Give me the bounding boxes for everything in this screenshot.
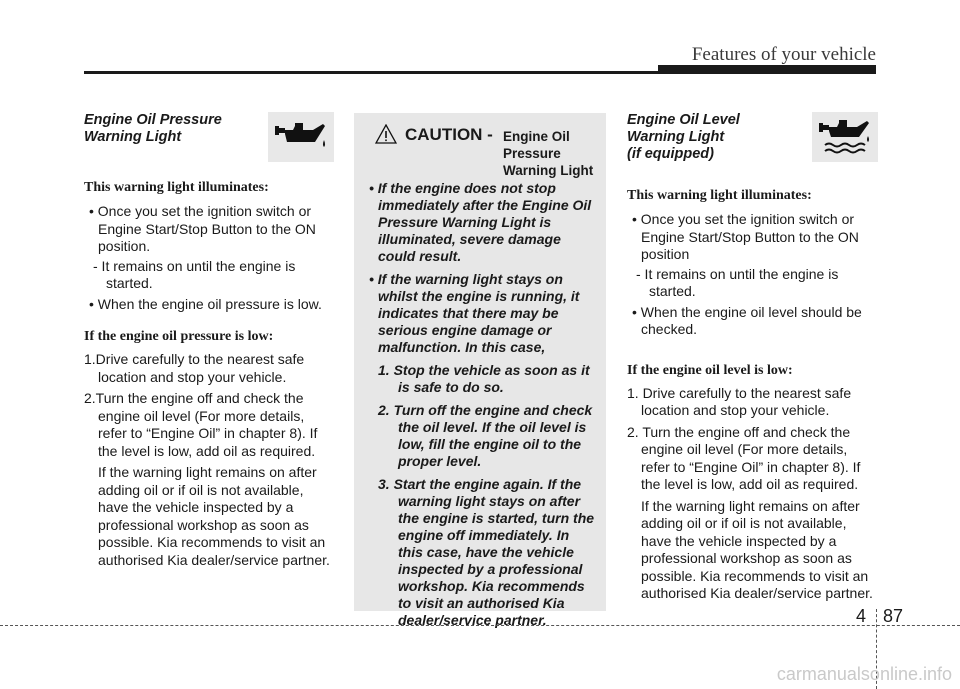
bullet-item: • When the engine oil pressure is low. [89,295,322,312]
step-note: If the warning light remains on after adding oil or if oil is not available, have the vehicle inspected by a professional workshop as soon as possible. Kia recommends to visit an authorised Kia dealer/service partner. [98,464,330,568]
caution-item: • If the engine does not stop immediately after the Engine Oil Pressure Warning Light is illuminated, severe damage could result. [369,180,592,264]
bullet-item: • Once you set the ignition switch or Engine Start/Stop Button to the ON position [632,211,859,262]
step-item: 2.Turn the engine off and check the engine oil level (For more details, refer to “Engine Oil” in chapter 8). If the level is low, add oil as required. [84,390,318,459]
sub-item: - It remains on until the engine is started. [93,257,296,291]
oil-level-section [627,112,879,607]
step-item: 1. Drive carefully to the nearest safe location and stop your vehicle. [627,384,852,418]
caution-header [368,122,596,180]
caution-subject-line: Warning Light [503,163,594,178]
page-header-title: Features of your vehicle [691,44,876,65]
title-line: Warning Light [84,129,182,145]
oil-pressure-section [84,112,334,573]
caution-box [354,113,606,628]
oil-can-icon [268,112,334,162]
title-line: Warning Light [627,129,725,145]
lead-text: This warning light illuminates: [84,180,269,195]
watermark: carmanualsonline.info [776,664,952,684]
caution-step: 1. Stop the vehicle as soon as it is safe to do so. [378,362,590,395]
title-line: Engine Oil Pressure [84,112,222,128]
title-line: Engine Oil Level [627,112,740,128]
oil-level-icon [812,112,878,162]
caution-step: 2. Turn off the engine and check the oil level. If the oil level is low, fill the engine oil to the proper level. [378,402,593,469]
bullet-item: • Once you set the ignition switch or Engine Start/Stop Button to the ON position. [89,203,316,254]
condition-heading: If the engine oil pressure is low: [84,329,274,344]
caution-item: • If the warning light stays on whilst the engine is running, it indicates that there may be serious engine damage or malfunction. In this case, [369,271,580,355]
caution-subject [503,128,593,179]
footer-rule [0,625,960,626]
section-title [84,112,254,164]
page-number: 87 [883,606,904,626]
condition-heading: If the engine oil level is low: [627,362,793,378]
header-rule [84,71,876,74]
caution-step: 3. Start the engine again. If the warning light stays on after the engine is started, turn the engine off immediately. In this case, have the vehicle inspected by a professional workshop. Kia recommends to visit an authorised Kia dealer/service partner. [378,476,595,628]
step-item: 1.Drive carefully to the nearest safe location and stop your vehicle. [84,351,305,385]
caution-subject-line: Pressure [503,146,561,161]
caution-subject-line: Engine Oil [503,129,570,144]
section-title [627,112,797,164]
lead-text: This warning light illuminates: [627,188,812,203]
title-line: (if equipped) [627,146,714,162]
sub-item: - It remains on until the engine is started. [636,265,839,299]
bullet-item: • When the engine oil level should be checked. [632,303,862,337]
chapter-number: 4 [856,606,867,626]
warning-triangle-icon [375,124,397,144]
step-note: If the warning light remains on after adding oil or if oil is not available, have the vehicle inspected by a professional workshop as soon as possible. Kia recommends to visit an authorised Kia dealer/service partner. [641,497,873,601]
step-item: 2. Turn the engine off and check the engine oil level (For more details, refer to “Engine Oil” in chapter 8). If the level is low, add oil as required. [627,423,861,492]
caution-label: CAUTION - [405,125,493,144]
